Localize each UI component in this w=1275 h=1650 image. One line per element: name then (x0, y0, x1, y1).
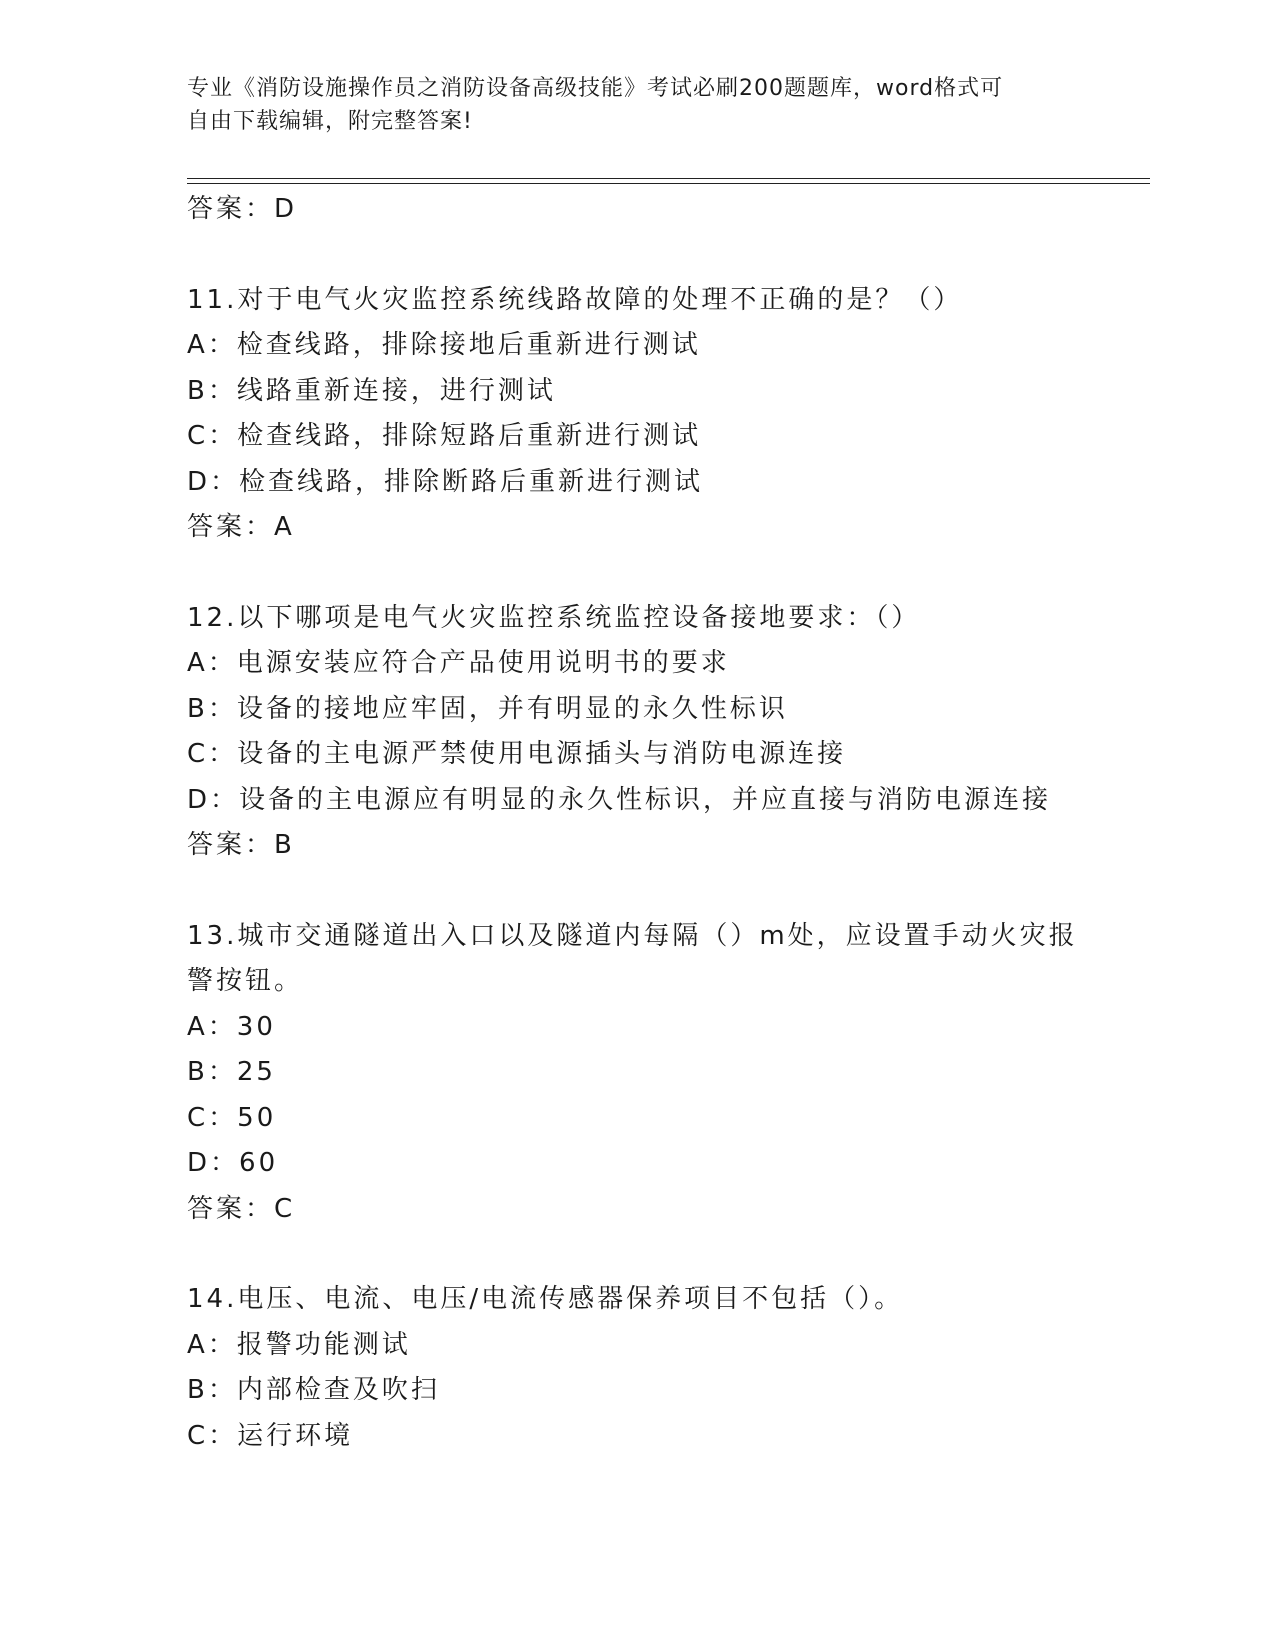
header-line-1: 专业《消防设施操作员之消防设备高级技能》考试必刷200题题库，word格式可 (187, 76, 1004, 101)
option-b: B：25 (187, 1057, 276, 1087)
answer-line: 答案：B (187, 830, 295, 860)
option-b: B：内部检查及吹扫 (187, 1375, 440, 1405)
spacer (187, 233, 1087, 278)
question-stem-continued: 警按钮。 (187, 966, 304, 996)
question-stem: 11.对于电气火灾监控系统线路故障的处理不正确的是？（） (187, 284, 963, 315)
option-b: B：设备的接地应牢固，并有明显的永久性标识 (187, 693, 788, 724)
option-c: C：运行环境 (187, 1420, 354, 1451)
option-b: B：线路重新连接，进行测试 (187, 375, 556, 406)
question-11 (187, 278, 1087, 551)
question-14 (187, 1277, 1087, 1459)
question-stem: 14.电压、电流、电压/电流传感器保养项目不包括（）。 (187, 1284, 904, 1314)
question-12 (187, 596, 1087, 869)
option-c: C：设备的主电源严禁使用电源插头与消防电源连接 (187, 739, 847, 769)
page-header (187, 72, 1067, 138)
option-d: D：设备的主电源应有明显的永久性标识，并应直接与消防电源连接 (187, 784, 1052, 815)
header-double-rule (187, 178, 1150, 184)
option-c: C：50 (187, 1102, 277, 1133)
option-a: A：检查线路，排除接地后重新进行测试 (187, 330, 701, 360)
option-c: C：检查线路，排除短路后重新进行测试 (187, 421, 702, 451)
question-stem: 13.城市交通隧道出入口以及隧道内每隔（）m处，应设置手动火灾报 (187, 920, 1078, 951)
header-line-2: 自由下载编辑，附完整答案! (187, 109, 473, 134)
option-a: A：报警功能测试 (187, 1329, 411, 1360)
spacer (187, 551, 1087, 596)
option-a: A：电源安装应符合产品使用说明书的要求 (187, 648, 730, 678)
answer-line: 答案：C (187, 1193, 296, 1224)
option-a: A：30 (187, 1011, 276, 1042)
document-body (187, 187, 1087, 1459)
question-stem: 12.以下哪项是电气火灾监控系统监控设备接地要求：（） (187, 602, 921, 633)
spacer (187, 1232, 1087, 1277)
answer-line: 答案：D (187, 194, 298, 224)
question-13 (187, 914, 1087, 1233)
option-d: D：检查线路，排除断路后重新进行测试 (187, 466, 704, 497)
answer-line: 答案：A (187, 512, 295, 542)
spacer (187, 869, 1087, 914)
option-d: D：60 (187, 1148, 279, 1178)
